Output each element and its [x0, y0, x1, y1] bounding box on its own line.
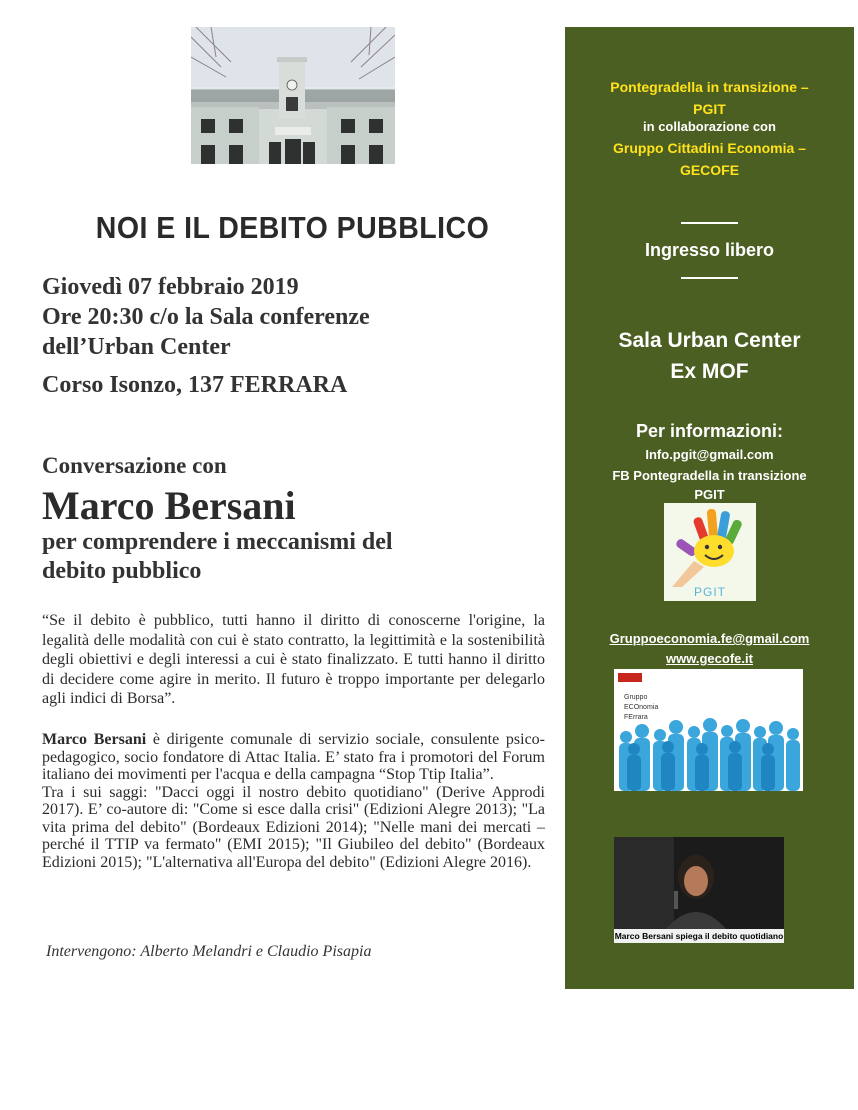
conversation-label: Conversazione con	[42, 453, 227, 478]
event-venue: dell’Urban Center	[42, 334, 231, 360]
gecofe-logo-line-1: Gruppo	[624, 694, 648, 701]
gecofe-crowd-logo	[614, 669, 803, 791]
organizer-pgit-line-1: Pontegradella in transizione –	[610, 79, 809, 95]
info-sidebar	[565, 27, 854, 989]
event-address: Corso Isonzo, 137 FERRARA	[42, 372, 348, 398]
venue-line-1: Sala Urban Center	[618, 329, 801, 352]
free-entry: Ingresso libero	[644, 240, 775, 260]
collaboration-label: in collaborazione con	[643, 119, 776, 134]
divider-top	[681, 222, 738, 224]
divider-bottom	[681, 277, 738, 279]
organizer-gecofe	[565, 137, 854, 181]
organizer-pgit	[565, 76, 854, 120]
organizer-pgit-line-2: PGIT	[693, 101, 726, 117]
building-photo	[191, 27, 395, 164]
pgit-hand-logo	[664, 503, 756, 601]
event-subtitle	[42, 528, 542, 586]
event-details	[42, 272, 562, 400]
speaker-bio	[42, 731, 545, 871]
subtitle-line-2: debito pubblico	[42, 558, 202, 584]
organizer-gecofe-line-2: GECOFE	[679, 162, 740, 178]
venue-line-2: Ex MOF	[670, 360, 749, 383]
bio-works: Tra i sui saggi: "Dacci oggi il nostro debito quotidiano" (Derive Approdi 2017). E’ co-autore di: "Come si esce dalla crisi" (Edizioni Alegre 2013); "La vita prima del debito" (Bordeaux Edizioni 2014); "Nelle mani dei mercati – perché il TTIP va fermato" (EMI 2015); "Il Giubileo del debito" (Bordeaux Edizioni 2015); "L'alternativa all'Europa del debito" (Edizioni Alegre 2016).	[42, 783, 545, 871]
gecofe-email[interactable]: Gruppoeconomia.fe@gmail.com	[609, 631, 810, 646]
speaker-name: Marco Bersani	[42, 483, 296, 528]
venue-name	[565, 325, 854, 387]
gecofe-logo-line-3: FErrara	[624, 714, 648, 721]
video-thumbnail[interactable]	[614, 837, 784, 943]
event-date: Giovedì 07 febbraio 2019	[42, 274, 299, 300]
info-title: Per informazioni:	[635, 421, 783, 441]
pgit-email[interactable]: Info.pgit@gmail.com	[645, 447, 774, 462]
organizer-gecofe-line-1: Gruppo Cittadini Economia –	[613, 140, 806, 156]
video-caption: Marco Bersani spiega il debito quotidiano	[614, 931, 784, 941]
facebook-line-2: PGIT	[694, 487, 725, 502]
speakers-list: Intervengono: Alberto Melandri e Claudio Pisapia	[46, 943, 372, 960]
gecofe-logo-line-2: ECOnomia	[624, 704, 659, 711]
facebook-line-1: FB Pontegradella in transizione	[612, 468, 807, 483]
bio-name: Marco Bersani	[42, 731, 147, 748]
bio-paragraph	[42, 731, 545, 784]
event-time: Ore 20:30 c/o la Sala conferenze	[42, 304, 370, 330]
pgit-logo-text: PGIT	[693, 585, 726, 599]
gecofe-website-link[interactable]: www.gecofe.it	[666, 651, 753, 666]
subtitle-line-1: per comprendere i meccanismi del	[42, 529, 393, 555]
bio-text: è dirigente comunale di servizio sociale, consulente psico-pedagogico, socio fondatore di Attac Italia. E’ stato fra i promotori del Forum italiano dei movimenti per l'acqua e della campagna “Stop Ttip Italia”.	[42, 731, 545, 783]
event-title: NOI E IL DEBITO PUBBLICO	[95, 210, 490, 245]
quote-paragraph: “Se il debito è pubblico, tutti hanno il diritto di conoscerne l'origine, la legalità delle modalità con cui è stato contratto, la legittimità e la sostenibilità degli obiettivi e degli interessi a cui è stato finalizzato. E tutti hanno il diritto di decidere come agire in merito. Il futuro è troppo importante per delegarlo agli indici di Borsa”.	[42, 612, 545, 707]
facebook-page	[565, 466, 854, 504]
